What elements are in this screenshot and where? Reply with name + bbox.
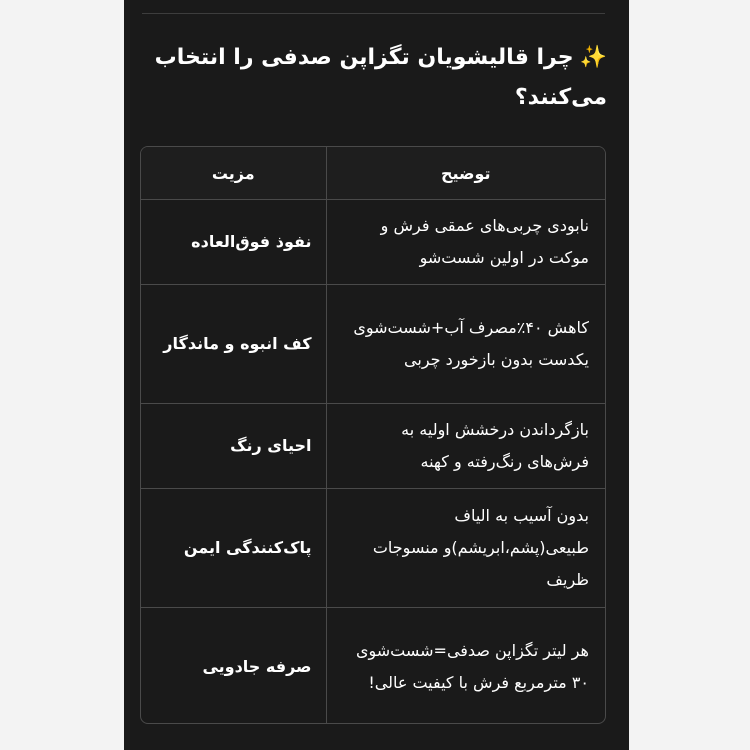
column-header-feature: مزیت bbox=[141, 147, 326, 200]
row-feature: صرفه جادویی bbox=[141, 608, 326, 725]
benefits-table bbox=[140, 146, 606, 724]
row-description: هر لیتر تگزاپن صدفی=شست‌شوی ۳۰ مترمربع فرش با کیفیت عالی! bbox=[326, 608, 605, 725]
section-heading-text: چرا قالیشویان تگزاپن صدفی را انتخاب می‌کنند؟ bbox=[154, 45, 607, 110]
table-header-row bbox=[141, 147, 605, 200]
divider bbox=[142, 13, 605, 14]
row-feature: احیای رنگ bbox=[141, 404, 326, 489]
table-row bbox=[141, 200, 605, 285]
sparkles-icon: ✨ bbox=[579, 45, 607, 70]
row-description: بدون آسیب به الیاف طبیعی(پشم،ابریشم)و منسوجات ظریف bbox=[326, 489, 605, 608]
column-header-description: توضیح bbox=[326, 147, 605, 200]
row-feature: کف انبوه و ماندگار bbox=[141, 285, 326, 404]
row-description: کاهش ۴۰٪مصرف آب+شست‌شوی یکدست بدون بازخورد چربی bbox=[326, 285, 605, 404]
row-description: نابودی چربی‌های عمقی فرش و موکت در اولین شست‌شو bbox=[326, 200, 605, 285]
row-feature: پاک‌کنندگی ایمن bbox=[141, 489, 326, 608]
table-row bbox=[141, 489, 605, 608]
table-row bbox=[141, 285, 605, 404]
table-row bbox=[141, 608, 605, 725]
table-row bbox=[141, 404, 605, 489]
row-description: بازگرداندن درخشش اولیه به فرش‌های رنگ‌رفته و کهنه bbox=[326, 404, 605, 489]
chat-message-panel bbox=[124, 0, 629, 750]
section-heading bbox=[142, 38, 607, 118]
row-feature: نفوذ فوق‌العاده bbox=[141, 200, 326, 285]
